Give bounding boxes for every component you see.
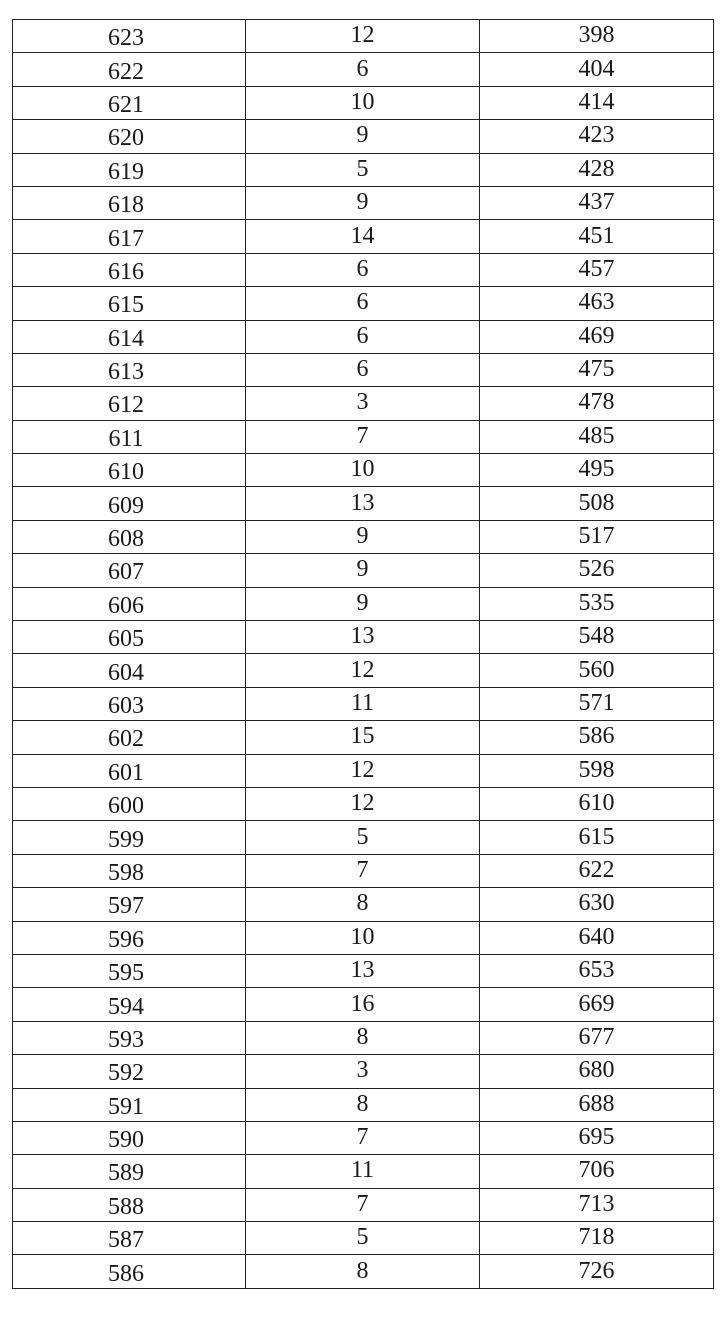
cumulative-cell — [480, 687, 714, 720]
score-cell — [13, 754, 246, 787]
cumulative-cell-text: 615 — [578, 823, 615, 850]
score-cell — [13, 654, 246, 687]
count-cell — [246, 320, 480, 353]
score-cell-text: 617 — [108, 225, 144, 252]
count-cell — [246, 186, 480, 219]
cumulative-cell — [480, 1121, 714, 1154]
score-cell-text: 619 — [108, 158, 144, 185]
cumulative-cell — [480, 621, 714, 654]
count-cell-text: 6 — [356, 356, 369, 383]
count-cell — [246, 687, 480, 720]
count-cell — [246, 20, 480, 53]
cumulative-cell — [480, 1188, 714, 1221]
score-cell — [13, 854, 246, 887]
count-cell-text: 16 — [350, 990, 375, 1017]
cumulative-cell — [480, 420, 714, 453]
table-row — [13, 220, 714, 253]
cumulative-cell-text: 669 — [578, 990, 615, 1017]
score-cell-text: 622 — [108, 58, 144, 85]
score-cell-text: 603 — [108, 693, 144, 719]
count-cell-text: 6 — [356, 255, 369, 282]
table-row — [13, 888, 714, 921]
cumulative-cell-text: 508 — [578, 489, 615, 516]
table-row — [13, 721, 714, 754]
cumulative-cell-text: 475 — [578, 356, 615, 383]
table-row — [13, 687, 714, 720]
count-cell — [246, 1121, 480, 1154]
count-cell-text: 15 — [350, 723, 375, 750]
count-cell-text: 9 — [356, 523, 369, 550]
score-cell — [13, 687, 246, 720]
score-cell-text: 588 — [108, 1193, 144, 1220]
score-cell-text: 611 — [108, 425, 144, 452]
cumulative-cell — [480, 320, 714, 353]
count-cell — [246, 287, 480, 320]
cumulative-cell-text: 586 — [578, 723, 615, 750]
score-cell — [13, 1121, 246, 1154]
score-cell — [13, 53, 246, 86]
table-row — [13, 320, 714, 353]
count-cell-text: 10 — [350, 456, 375, 483]
cumulative-cell-text: 535 — [578, 589, 615, 616]
cumulative-cell-text: 688 — [578, 1090, 615, 1117]
count-cell-text: 8 — [356, 890, 369, 917]
score-cell-text: 593 — [108, 1026, 144, 1053]
table-body — [13, 20, 714, 1289]
count-cell-text: 11 — [350, 1157, 375, 1184]
score-cell — [13, 153, 246, 186]
table-row — [13, 53, 714, 86]
count-cell — [246, 253, 480, 286]
count-cell — [246, 654, 480, 687]
score-cell — [13, 320, 246, 353]
score-cell-text: 621 — [108, 91, 144, 118]
cumulative-cell — [480, 787, 714, 820]
score-cell-text: 594 — [108, 993, 144, 1020]
score-cell — [13, 20, 246, 53]
cumulative-cell — [480, 153, 714, 186]
count-cell-text: 9 — [356, 589, 369, 616]
table-row — [13, 587, 714, 620]
count-cell — [246, 487, 480, 520]
cumulative-cell — [480, 554, 714, 587]
count-cell-text: 11 — [350, 690, 375, 716]
table-row — [13, 120, 714, 153]
score-cell — [13, 888, 246, 921]
table-row — [13, 487, 714, 520]
score-cell — [13, 554, 246, 587]
table-row — [13, 821, 714, 854]
score-cell — [13, 487, 246, 520]
score-cell — [13, 420, 246, 453]
cumulative-cell-text: 695 — [578, 1124, 615, 1151]
cumulative-cell — [480, 654, 714, 687]
score-cell-text: 618 — [108, 192, 144, 219]
table-row — [13, 420, 714, 453]
score-cell-text: 623 — [108, 25, 144, 52]
count-cell — [246, 621, 480, 654]
score-cell-text: 587 — [108, 1227, 144, 1254]
score-cell-text: 604 — [108, 659, 144, 686]
count-cell-text: 9 — [356, 556, 369, 583]
count-cell — [246, 787, 480, 820]
count-cell — [246, 1155, 480, 1188]
cumulative-cell-text: 478 — [578, 389, 615, 416]
score-cell-text: 614 — [108, 325, 144, 352]
table-row — [13, 921, 714, 954]
count-cell-text: 13 — [350, 957, 375, 984]
count-cell-text: 6 — [356, 289, 369, 316]
count-cell-text: 3 — [356, 1057, 369, 1084]
table-row — [13, 1121, 714, 1154]
cumulative-cell — [480, 186, 714, 219]
count-cell-text: 12 — [350, 790, 375, 817]
cumulative-cell-text: 495 — [578, 456, 615, 483]
table-row — [13, 554, 714, 587]
cumulative-cell-text: 706 — [578, 1157, 615, 1184]
score-cell-text: 595 — [108, 960, 144, 987]
cumulative-cell — [480, 854, 714, 887]
cumulative-cell — [480, 988, 714, 1021]
score-cell-text: 608 — [108, 526, 144, 553]
table-row — [13, 20, 714, 53]
count-cell — [246, 988, 480, 1021]
table-row — [13, 1055, 714, 1088]
count-cell-text: 6 — [356, 322, 369, 349]
table-row — [13, 454, 714, 487]
score-cell — [13, 353, 246, 386]
cumulative-cell — [480, 754, 714, 787]
cumulative-cell-text: 437 — [578, 189, 615, 216]
score-cell-text: 613 — [108, 359, 144, 386]
count-cell — [246, 921, 480, 954]
score-cell-text: 591 — [108, 1093, 144, 1120]
table-row — [13, 1188, 714, 1221]
count-cell-text: 12 — [350, 656, 375, 683]
cumulative-cell — [480, 20, 714, 53]
score-cell — [13, 1255, 246, 1288]
cumulative-cell-text: 517 — [578, 523, 615, 550]
cumulative-cell-text: 677 — [578, 1023, 615, 1050]
score-cell — [13, 1088, 246, 1121]
cumulative-cell-text: 598 — [578, 756, 615, 783]
score-cell-text: 599 — [108, 826, 144, 853]
score-cell — [13, 253, 246, 286]
count-cell-text: 7 — [356, 856, 369, 883]
count-cell — [246, 53, 480, 86]
cumulative-cell-text: 653 — [578, 957, 615, 984]
count-cell — [246, 520, 480, 553]
score-cell — [13, 921, 246, 954]
cumulative-cell-text: 610 — [578, 790, 615, 817]
count-cell — [246, 387, 480, 420]
count-cell-text: 9 — [356, 122, 369, 149]
score-cell-text: 616 — [108, 258, 144, 285]
count-cell — [246, 120, 480, 153]
cumulative-cell — [480, 1155, 714, 1188]
cumulative-cell — [480, 120, 714, 153]
table-row — [13, 654, 714, 687]
table-row — [13, 1255, 714, 1288]
table-row — [13, 754, 714, 787]
cumulative-cell-text: 548 — [578, 623, 615, 650]
score-cell — [13, 988, 246, 1021]
table-row — [13, 988, 714, 1021]
score-cell-text: 606 — [108, 592, 144, 619]
count-cell-text: 5 — [356, 155, 369, 182]
count-cell-text: 5 — [356, 1224, 369, 1251]
score-cell-text: 596 — [108, 926, 144, 953]
count-cell — [246, 587, 480, 620]
cumulative-cell — [480, 220, 714, 253]
table-row — [13, 253, 714, 286]
count-cell — [246, 954, 480, 987]
count-cell — [246, 1255, 480, 1288]
score-cell — [13, 287, 246, 320]
cumulative-cell — [480, 53, 714, 86]
cumulative-cell-text: 457 — [578, 255, 615, 282]
count-cell-text: 8 — [356, 1257, 369, 1284]
cumulative-cell — [480, 1088, 714, 1121]
count-cell-text: 14 — [350, 222, 375, 249]
count-cell — [246, 86, 480, 119]
cumulative-cell-text: 526 — [578, 556, 615, 583]
count-cell — [246, 554, 480, 587]
table-row — [13, 954, 714, 987]
count-cell-text: 5 — [356, 823, 369, 850]
cumulative-cell — [480, 487, 714, 520]
cumulative-cell — [480, 353, 714, 386]
score-cell — [13, 1155, 246, 1188]
count-cell-text: 10 — [350, 923, 375, 950]
table-row — [13, 787, 714, 820]
table-row — [13, 153, 714, 186]
score-cell-text: 602 — [108, 726, 144, 753]
count-cell — [246, 220, 480, 253]
cumulative-cell-text: 680 — [578, 1057, 615, 1084]
score-cell-text: 592 — [108, 1060, 144, 1087]
count-cell-text: 12 — [350, 756, 375, 783]
cumulative-cell — [480, 520, 714, 553]
score-cell — [13, 787, 246, 820]
score-cell — [13, 587, 246, 620]
cumulative-cell-text: 630 — [578, 890, 615, 917]
cumulative-cell-text: 560 — [578, 656, 615, 683]
count-cell — [246, 754, 480, 787]
score-cell — [13, 621, 246, 654]
count-cell-text: 6 — [356, 55, 369, 82]
cumulative-cell — [480, 888, 714, 921]
cumulative-cell-text: 718 — [578, 1224, 615, 1251]
table-row — [13, 1155, 714, 1188]
score-cell — [13, 1021, 246, 1054]
count-cell — [246, 1055, 480, 1088]
count-cell — [246, 854, 480, 887]
count-cell-text: 8 — [356, 1090, 369, 1117]
cumulative-cell — [480, 1222, 714, 1255]
score-cell — [13, 454, 246, 487]
cumulative-cell-text: 414 — [578, 88, 615, 115]
count-cell — [246, 888, 480, 921]
score-cell-text: 597 — [108, 893, 144, 920]
cumulative-cell — [480, 86, 714, 119]
cumulative-cell — [480, 821, 714, 854]
count-cell-text: 3 — [356, 389, 369, 416]
table-row — [13, 186, 714, 219]
count-cell — [246, 1088, 480, 1121]
cumulative-cell — [480, 1021, 714, 1054]
score-cell-text: 601 — [108, 759, 144, 786]
cumulative-cell-text: 404 — [578, 55, 615, 82]
score-distribution-table-container — [12, 19, 714, 1289]
score-cell — [13, 86, 246, 119]
score-cell-text: 620 — [108, 125, 144, 152]
score-cell — [13, 1188, 246, 1221]
score-cell — [13, 186, 246, 219]
score-cell — [13, 120, 246, 153]
score-cell — [13, 954, 246, 987]
score-cell-text: 610 — [108, 459, 144, 486]
cumulative-cell-text: 463 — [578, 289, 615, 316]
table-row — [13, 353, 714, 386]
score-cell — [13, 387, 246, 420]
score-cell-text: 590 — [108, 1127, 144, 1154]
count-cell — [246, 153, 480, 186]
table-row — [13, 1088, 714, 1121]
count-cell-text: 9 — [356, 189, 369, 216]
count-cell — [246, 721, 480, 754]
cumulative-cell — [480, 921, 714, 954]
count-cell — [246, 1021, 480, 1054]
score-cell-text: 615 — [108, 292, 144, 319]
count-cell — [246, 1188, 480, 1221]
cumulative-cell — [480, 387, 714, 420]
score-cell-text: 586 — [108, 1260, 144, 1287]
score-cell — [13, 1055, 246, 1088]
cumulative-cell-text: 640 — [578, 923, 615, 950]
table-row — [13, 387, 714, 420]
cumulative-cell-text: 451 — [578, 222, 615, 249]
cumulative-cell-text: 428 — [578, 155, 615, 182]
score-cell — [13, 721, 246, 754]
count-cell-text: 7 — [356, 422, 369, 449]
score-cell — [13, 220, 246, 253]
table-row — [13, 86, 714, 119]
score-cell — [13, 1222, 246, 1255]
cumulative-cell — [480, 454, 714, 487]
count-cell — [246, 821, 480, 854]
cumulative-cell-text: 469 — [578, 322, 615, 349]
cumulative-cell-text: 398 — [578, 22, 615, 49]
table-row — [13, 621, 714, 654]
count-cell-text: 8 — [356, 1023, 369, 1050]
table-row — [13, 520, 714, 553]
cumulative-cell — [480, 721, 714, 754]
cumulative-cell — [480, 1255, 714, 1288]
cumulative-cell — [480, 587, 714, 620]
score-cell-text: 612 — [108, 392, 144, 419]
cumulative-cell — [480, 287, 714, 320]
count-cell — [246, 353, 480, 386]
count-cell-text: 7 — [356, 1124, 369, 1151]
score-distribution-table — [12, 19, 714, 1289]
table-row — [13, 854, 714, 887]
score-cell-text: 609 — [108, 492, 144, 519]
score-cell-text: 598 — [108, 859, 144, 886]
cumulative-cell — [480, 954, 714, 987]
score-cell — [13, 821, 246, 854]
count-cell-text: 12 — [350, 22, 375, 49]
cumulative-cell — [480, 253, 714, 286]
cumulative-cell-text: 423 — [578, 122, 615, 149]
cumulative-cell-text: 571 — [578, 690, 615, 716]
table-row — [13, 287, 714, 320]
table-row — [13, 1222, 714, 1255]
count-cell — [246, 454, 480, 487]
score-cell-text: 589 — [108, 1160, 144, 1187]
cumulative-cell-text: 622 — [578, 856, 615, 883]
count-cell-text: 7 — [356, 1190, 369, 1217]
table-row — [13, 1021, 714, 1054]
cumulative-cell — [480, 1055, 714, 1088]
score-cell-text: 605 — [108, 626, 144, 653]
score-cell — [13, 520, 246, 553]
count-cell — [246, 1222, 480, 1255]
score-cell-text: 600 — [108, 793, 144, 820]
cumulative-cell-text: 726 — [578, 1257, 615, 1284]
cumulative-cell-text: 485 — [578, 422, 615, 449]
count-cell-text: 10 — [350, 88, 375, 115]
score-cell-text: 607 — [108, 559, 144, 586]
count-cell — [246, 420, 480, 453]
cumulative-cell-text: 713 — [578, 1190, 615, 1217]
count-cell-text: 13 — [350, 489, 375, 516]
count-cell-text: 13 — [350, 623, 375, 650]
